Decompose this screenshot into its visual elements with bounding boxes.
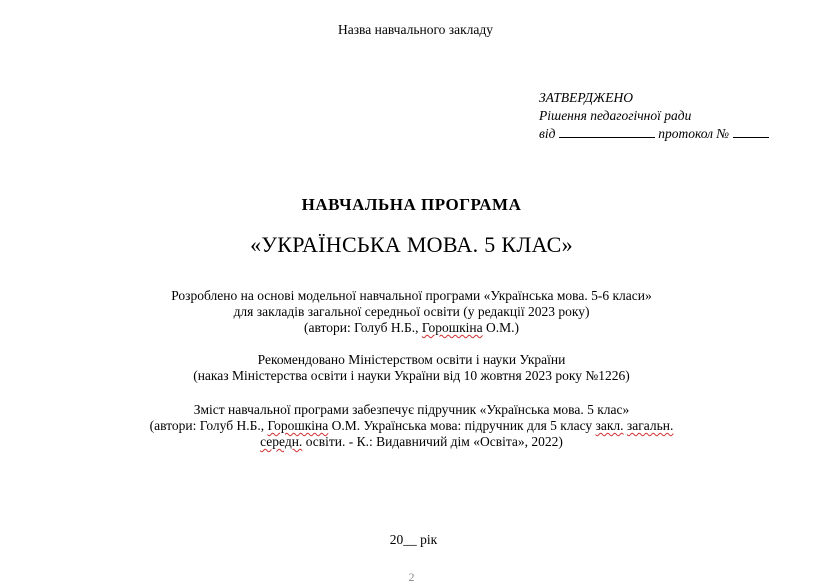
approval-heading: ЗАТВЕРДЖЕНО [539,90,634,105]
program-subject-title: «УКРАЇНСЬКА МОВА. 5 КЛАС» [250,232,573,257]
spellcheck-word: Горошкіна [267,418,329,433]
year-line: 20__ рік [389,532,438,547]
basis-authors-end: О.М.) [482,320,519,335]
basis-line-1: Розроблено на основі модельної навчальної програми «Українська мова. 5-6 класи» [171,288,652,303]
institution-name: Назва навчального закладу [337,22,494,37]
basis-authors-start: (автори: Голуб Н.Б., [303,320,422,335]
approval-date-protocol [539,126,769,142]
program-title: НАВЧАЛЬНА ПРОГРАМА [301,195,522,214]
spellcheck-word: середн. [260,434,303,449]
spellcheck-word: закл. [595,418,624,433]
approval-from-label: від [539,126,556,141]
recommendation-line-2: (наказ Міністерства освіти і науки України від 10 жовтня 2023 року №1226) [193,368,630,383]
recommendation-line-1: Рекомендовано Міністерством освіти і науки України [257,352,566,367]
protocol-number-blank [733,126,769,138]
textbook-publisher: освіти. - К.: Видавничий дім «Освіта», 2022) [302,434,563,449]
approval-decision: Рішення педагогічної ради [539,108,692,123]
page-number: 2 [408,570,415,584]
approval-protocol-label: протокол № [658,126,730,141]
spellcheck-word: загальн. [626,418,674,433]
date-blank [559,126,655,138]
basis-authors [0,320,827,336]
textbook-title-text: О.М. Українська мова: підручник для 5 класу [328,418,596,433]
basis-line-2: для закладів загальної середньої освіти (у редакції 2023 року) [233,304,590,319]
textbook-line-3 [0,434,827,450]
textbook-authors-start: (автори: Голуб Н.Б., [149,418,268,433]
textbook-line-1: Зміст навчальної програми забезпечує підручник «Українська мова. 5 клас» [193,402,630,417]
textbook-line-2 [0,418,827,434]
spellcheck-word: Горошкіна [421,320,483,335]
